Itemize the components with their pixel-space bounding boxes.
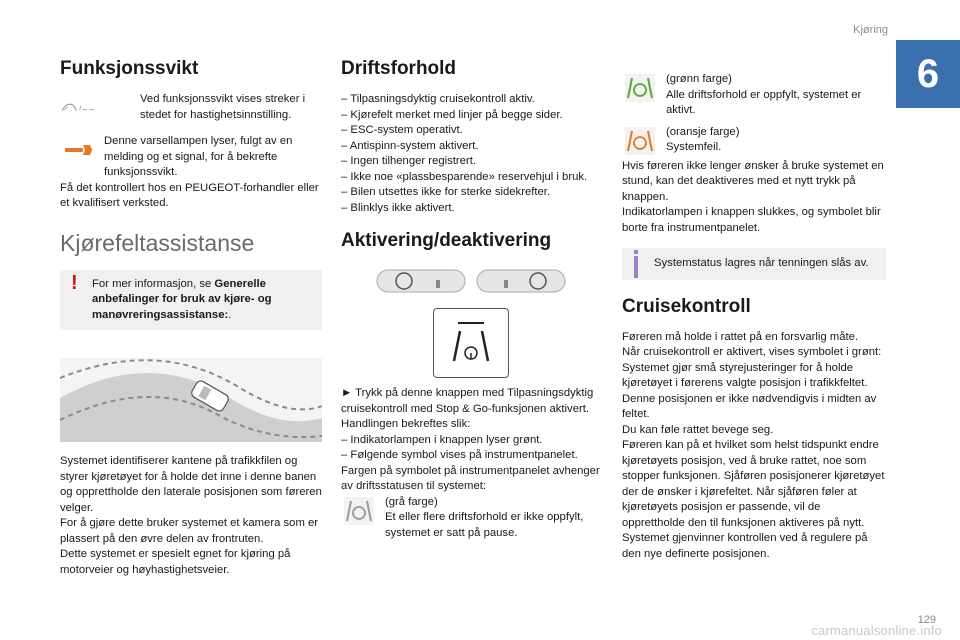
cruise-body-4: Føreren kan på et hvilket som helst tidspunkt endre kjøretøyets posisjon, ved å bruke rattet, noe som stopper funksjonen. Sjåføren posisjonerer kjøretøyet der de ønsker i kjørefeltet. Når sjåføren føler at kjøretøyets posisjon er passende, vil de opprettholde den til funksjonen aktiveres på nytt. Systemet gjenvinner kontrollen ved å regulere på den nye definerte posisjonen. bbox=[622, 439, 885, 560]
heading-funksjonssvikt: Funksjonssvikt bbox=[60, 58, 199, 79]
wrench-text: Denne varsellampen lyser, fulgt av en melding og et signal, for å bekrefte funksjonssvikt. bbox=[104, 135, 293, 178]
color-intro: Fargen på symbolet på instrumentpanelet avhenger av driftsstatusen til systemet: bbox=[341, 464, 600, 492]
condition-6: – Ikke noe «plassbesparende» reservehjul i bruk. bbox=[341, 170, 588, 183]
grey-text: Et eller flere driftsforhold er ikke oppfylt, systemet er satt på pause. bbox=[385, 511, 584, 539]
column-3 bbox=[622, 72, 886, 562]
cruise-body-2: Når cruisekontroll er aktivert, vises symbolet i grønt: Systemet gjør små styrejusteringer for å holde kjøretøyet i førerens valgte posisjon i trafikkfeltet. Denne posisjonen er ikke nødvendigvis i midten av feltet. bbox=[622, 346, 882, 420]
note-post: . bbox=[228, 308, 232, 321]
green-label: (grønn farge) bbox=[666, 73, 732, 85]
section-title: Kjøring bbox=[853, 24, 888, 36]
orange-label: (oransje farge) bbox=[666, 125, 740, 138]
body-3: Dette systemet er spesielt egnet for kjøring på motorveier og høyhastighetsveier. bbox=[60, 548, 291, 576]
steering-grey-icon bbox=[341, 495, 377, 527]
wrench-warning-icon bbox=[60, 134, 96, 166]
dashboard-buttons-illustration bbox=[341, 264, 601, 298]
left-button-icon bbox=[376, 264, 466, 298]
green-text: Alle driftsforhold er oppfylt, systemet er aktivt. bbox=[666, 88, 862, 116]
condition-5: – Ingen tilhenger registrert. bbox=[341, 155, 477, 167]
lane-keeping-illustration bbox=[60, 358, 322, 442]
note-pre: For mer informasjon, se bbox=[92, 277, 215, 290]
note-link: Generelle anbefalinger for bruk av kjøre- og manøvreringsassistanse: bbox=[92, 277, 272, 321]
heading-kjorefeltassistanse: Kjørefeltassistanse bbox=[60, 229, 255, 256]
condition-4: – Antispinn-system aktivert. bbox=[341, 139, 479, 152]
confirm-2: – Følgende symbol vises på instrumentpanelet. bbox=[341, 449, 578, 461]
heading-driftsforhold: Driftsforhold bbox=[341, 58, 457, 79]
cruise-body-1: Føreren må holde i rattet på en forsvarlig måte. bbox=[622, 330, 859, 343]
condition-7: – Bilen utsettes ikke for sterke sidekrefter. bbox=[341, 186, 551, 198]
condition-1: – Tilpasningsdyktig cruisekontroll aktiv. bbox=[341, 93, 535, 105]
condition-3: – ESC-system operativt. bbox=[341, 124, 463, 136]
info-icon bbox=[634, 256, 638, 278]
grey-label: (grå farge) bbox=[385, 495, 438, 508]
right-button-icon bbox=[476, 264, 566, 298]
speed-dashes-icon bbox=[60, 92, 96, 124]
dealer-text: Få det kontrollert hos en PEUGEOT-forhandler eller et kvalifisert verksted. bbox=[60, 181, 319, 209]
body-1: Systemet identifiserer kantene på trafikkfilen og styrer kjøretøyet for å holde det inne i denne banen og opprettholde den laterale posisjonen som føreren velger. bbox=[60, 455, 322, 514]
condition-8: – Blinklys ikke aktivert. bbox=[341, 201, 455, 214]
steering-green-icon bbox=[622, 72, 658, 104]
cruise-body-3: Du kan føle rattet bevege seg. bbox=[622, 423, 774, 436]
column-2 bbox=[341, 58, 601, 541]
confirm-1: – Indikatorlampen i knappen lyser grønt. bbox=[341, 433, 543, 446]
column-1 bbox=[60, 58, 322, 578]
heading-aktivering: Aktivering/deaktivering bbox=[341, 230, 552, 251]
watermark: carmanualsonline.info bbox=[811, 623, 942, 638]
confirm-intro: Handlingen bekreftes slik: bbox=[341, 418, 471, 430]
warning-note bbox=[60, 270, 322, 331]
exclamation-icon: ! bbox=[71, 271, 78, 294]
deactivate-text: Hvis føreren ikke lenger ønsker å bruke systemet en stund, kan det deaktiveres med et nytt trykk på knappen. bbox=[622, 159, 884, 203]
dashes-icon-para bbox=[60, 92, 322, 126]
chapter-number: 6 bbox=[896, 40, 960, 108]
dashes-text: Ved funksjonssvikt vises streker i stedet for hastighetsinnstilling. bbox=[140, 93, 306, 121]
indicator-off-text: Indikatorlampen i knappen slukkes, og symbolet blir borte fra instrumentpanelet. bbox=[622, 206, 881, 234]
info-text: Systemstatus lagres når tenningen slås av. bbox=[654, 257, 869, 269]
wrench-icon-para bbox=[60, 134, 322, 181]
orange-status-para bbox=[622, 125, 886, 159]
page-number: 129 bbox=[917, 614, 936, 626]
press-text: ► Trykk på denne knappen med Tilpasningsdyktig cruisekontroll med Stop & Go-funksjonen aktivert. bbox=[341, 387, 594, 415]
condition-2: – Kjørefelt merket med linjer på begge sider. bbox=[341, 108, 563, 121]
orange-text: Systemfeil. bbox=[666, 141, 722, 153]
green-status-para bbox=[622, 72, 886, 119]
heading-cruisekontroll: Cruisekontroll bbox=[622, 295, 751, 317]
lane-assist-button-icon bbox=[433, 308, 509, 378]
grey-status-para bbox=[341, 495, 601, 542]
body-2: For å gjøre dette bruker systemet et kamera som er plassert på den øvre delen av frontruten. bbox=[60, 517, 319, 545]
info-note bbox=[622, 248, 886, 280]
steering-orange-icon bbox=[622, 125, 658, 157]
